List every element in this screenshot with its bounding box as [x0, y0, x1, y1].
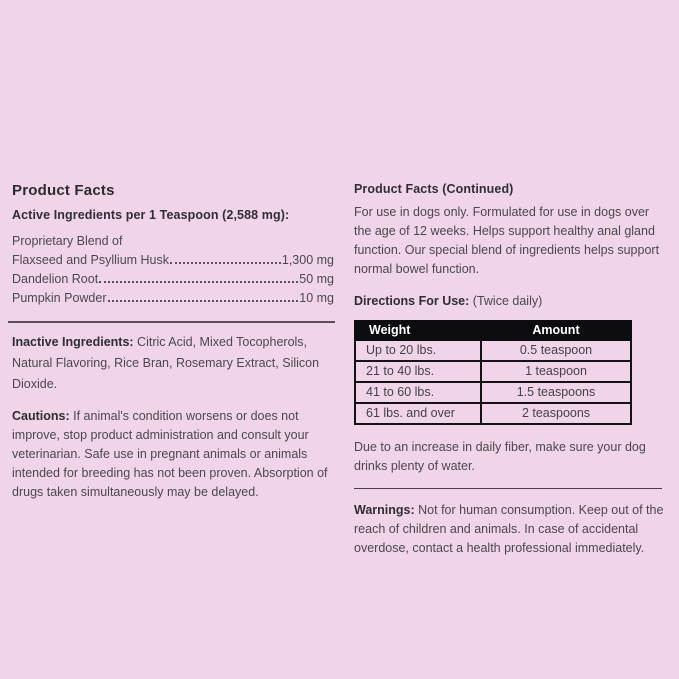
ingredient-line-dandelion-root [12, 270, 334, 289]
ingredient-line-proprietary-blend [12, 232, 334, 251]
right-panel-title: Product Facts (Continued) [354, 182, 514, 196]
dot-leader [108, 300, 299, 302]
warnings-paragraph [354, 501, 664, 558]
amount-cell: 0.5 teaspoon [481, 340, 631, 361]
dosage-table [354, 320, 632, 425]
cautions-paragraph [12, 407, 334, 502]
ingredient-amount: 50 mg [299, 272, 334, 286]
cautions-text: If animal's condition worsens or does not improve, stop product administration and consult your veterinarian. Safe use in pregnant animals or animals intended for breeding has not been proven. Absorption of drugs taken simultaneously may be delayed. [12, 409, 328, 499]
ingredient-name: Flaxseed and Psyllium Husk [12, 253, 170, 267]
ingredient-line-flaxseed-psyllium [12, 251, 334, 270]
hydration-note: Due to an increase in daily fiber, make sure your dog drinks plenty of water. [354, 440, 646, 473]
weight-cell: Up to 20 lbs. [355, 340, 481, 361]
active-ingredients-list [12, 232, 334, 308]
dosage-table-body [355, 340, 631, 424]
inactive-ingredients-label: Inactive Ingredients: [12, 335, 134, 349]
left-column [12, 182, 334, 502]
ingredient-amount: 10 mg [299, 291, 334, 305]
ingredient-name: Proprietary Blend of [12, 234, 123, 248]
table-row [355, 361, 631, 382]
table-row [355, 382, 631, 403]
amount-column-header: Amount [481, 321, 631, 340]
left-panel-title: Product Facts [12, 182, 115, 199]
cautions-label: Cautions: [12, 409, 70, 423]
dot-leader [99, 281, 298, 283]
weight-cell: 41 to 60 lbs. [355, 382, 481, 403]
ingredient-name: Pumpkin Powder [12, 291, 107, 305]
right-column [354, 182, 664, 558]
amount-cell: 2 teaspoons [481, 403, 631, 424]
amount-cell: 1.5 teaspoons [481, 382, 631, 403]
directions-label: Directions For Use: [354, 294, 470, 308]
table-header-row [355, 321, 631, 340]
left-section-divider [8, 321, 335, 323]
intro-paragraph: For use in dogs only. Formulated for use in dogs over the age of 12 weeks. Helps support healthy anal gland function. Our special blend of ingredients helps support normal bowel function. [354, 205, 660, 276]
ingredient-line-pumpkin-powder [12, 289, 334, 308]
ingredient-amount: 1,300 mg [281, 253, 334, 267]
warnings-text: Not for human consumption. Keep out of the reach of children and animals. In case of accidental overdose, contact a health professional immediately. [354, 503, 664, 555]
amount-cell: 1 teaspoon [481, 361, 631, 382]
weight-column-header: Weight [355, 321, 481, 340]
dosage-table-header [355, 321, 631, 340]
inactive-ingredients-text: Citric Acid, Mixed Tocopherols, Natural Flavoring, Rice Bran, Rosemary Extract, Silicon Dioxide. [12, 335, 320, 391]
right-section-divider [354, 488, 662, 489]
weight-cell: 61 lbs. and over [355, 403, 481, 424]
directions-line [354, 292, 664, 311]
table-row [355, 403, 631, 424]
table-row [355, 340, 631, 361]
weight-cell: 21 to 40 lbs. [355, 361, 481, 382]
inactive-ingredients-paragraph [12, 332, 334, 395]
active-ingredients-heading: Active Ingredients per 1 Teaspoon (2,588 mg): [12, 208, 290, 222]
dot-leader [170, 262, 281, 264]
warnings-label: Warnings: [354, 503, 415, 517]
ingredient-name: Dandelion Root [12, 272, 99, 286]
directions-frequency: (Twice daily) [472, 294, 543, 308]
